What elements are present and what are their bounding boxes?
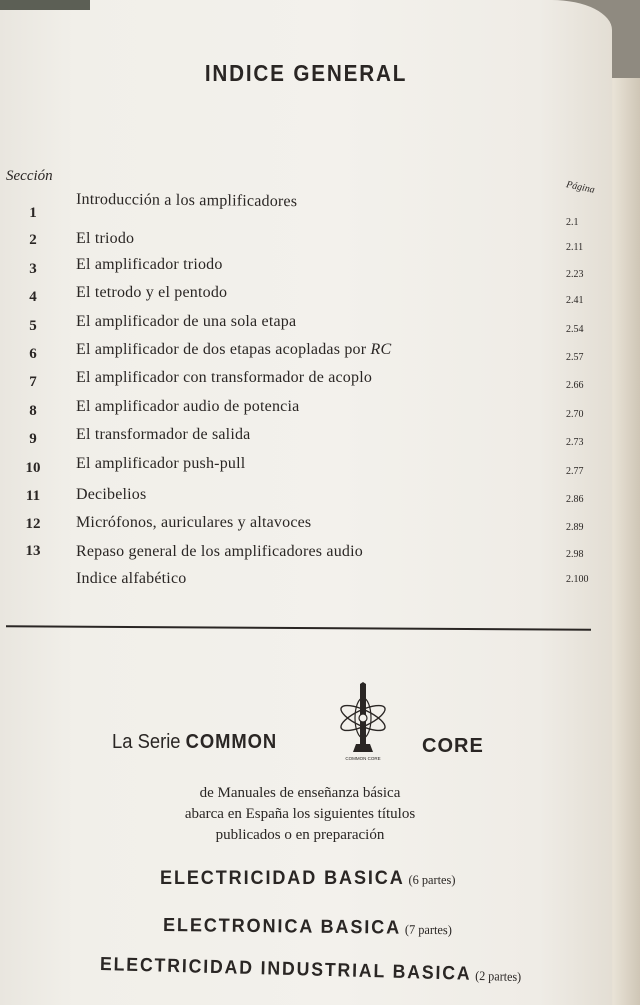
serie-heading bbox=[112, 731, 277, 754]
toc-number: 7 bbox=[29, 374, 37, 390]
toc-page: 2.77 bbox=[566, 466, 584, 477]
serie-description-line: de Manuales de enseñanza básica bbox=[199, 785, 401, 801]
serie-word-common: COMMON bbox=[185, 731, 278, 753]
toc-row bbox=[0, 543, 612, 569]
toc-page: 2.89 bbox=[566, 522, 584, 533]
toc-page: 2.1 bbox=[566, 217, 579, 228]
toc-title: Indice alfabético bbox=[76, 570, 187, 587]
serie-description-line: publicados o en preparación bbox=[215, 827, 385, 843]
toc-row bbox=[0, 488, 612, 514]
toc-page: 2.86 bbox=[566, 494, 584, 505]
toc-title: El amplificador push-pull bbox=[76, 455, 246, 472]
toc-title-text: El amplificador de dos etapas acopladas por bbox=[76, 341, 367, 358]
book-parts: (2 partes) bbox=[475, 967, 522, 985]
toc-title: El tetrodo y el pentodo bbox=[76, 284, 228, 301]
toc-number: 13 bbox=[25, 543, 41, 559]
book-parts: (7 partes) bbox=[404, 921, 452, 938]
book-title bbox=[100, 954, 522, 987]
pagina-header: Página bbox=[565, 179, 596, 196]
toc-number: 3 bbox=[29, 261, 37, 277]
toc-title: El amplificador con transformador de acoplo bbox=[76, 369, 373, 386]
toc-page: 2.41 bbox=[566, 295, 584, 306]
toc-row bbox=[0, 284, 612, 315]
toc-number: 8 bbox=[29, 403, 37, 419]
serie-description-line: abarca en España los siguientes títulos bbox=[184, 806, 416, 822]
toc-row bbox=[0, 190, 612, 228]
toc-row bbox=[0, 426, 612, 457]
toc-page: 2.70 bbox=[566, 409, 584, 420]
toc-title: El amplificador triodo bbox=[76, 256, 223, 273]
book-name: ELECTRONICA BASICA bbox=[162, 915, 402, 939]
toc-title: Decibelios bbox=[76, 486, 147, 503]
toc-title: El amplificador audio de potencia bbox=[76, 398, 300, 415]
toc-page: 2.100 bbox=[566, 574, 589, 585]
serie-word-core: CORE bbox=[422, 735, 484, 757]
toc-title: Repaso general de los amplificadores audio bbox=[76, 543, 363, 560]
toc-title: El amplificador de una sola etapa bbox=[76, 313, 297, 330]
toc-page: 2.66 bbox=[566, 380, 584, 391]
toc-title bbox=[76, 341, 391, 359]
toc-page: 2.54 bbox=[566, 324, 584, 335]
book-parts: (6 partes) bbox=[408, 872, 456, 887]
toc-number: 2 bbox=[29, 232, 37, 248]
toc-number: 12 bbox=[25, 516, 41, 532]
toc-number: 5 bbox=[29, 318, 37, 334]
section-divider bbox=[6, 625, 591, 631]
toc-title: El transformador de salida bbox=[76, 426, 251, 443]
toc-number: 4 bbox=[29, 289, 37, 305]
toc-number: 10 bbox=[25, 460, 41, 476]
toc-page: 2.73 bbox=[566, 437, 584, 448]
seccion-header: Sección bbox=[6, 168, 53, 184]
toc-title: Introducción a los amplificadores bbox=[75, 190, 298, 211]
toc-number: 6 bbox=[29, 346, 37, 362]
toc-title: El triodo bbox=[76, 230, 135, 247]
toc-row bbox=[0, 369, 612, 400]
toc-row bbox=[0, 570, 612, 596]
toc-row bbox=[0, 516, 612, 542]
toc-page: 2.98 bbox=[566, 549, 584, 560]
book-name: ELECTRICIDAD BASICA bbox=[160, 868, 405, 889]
toc-number: 9 bbox=[29, 431, 37, 447]
book-title bbox=[163, 915, 452, 940]
book-name: ELECTRICIDAD INDUSTRIAL BASICA bbox=[99, 954, 472, 985]
book-title bbox=[160, 868, 455, 890]
serie-prefix: La Serie bbox=[112, 731, 181, 753]
toc-title-italic: RC bbox=[370, 341, 392, 358]
page-title: INDICE GENERAL bbox=[204, 60, 408, 86]
toc-row bbox=[0, 455, 612, 486]
toc-page: 2.57 bbox=[566, 352, 584, 363]
common-core-logo-icon bbox=[330, 682, 396, 764]
toc-title: Micrófonos, auriculares y altavoces bbox=[76, 514, 312, 531]
toc-page: 2.23 bbox=[566, 269, 584, 280]
background-strip bbox=[0, 0, 90, 10]
logo-text: COMMON CORE bbox=[345, 756, 381, 761]
toc-number: 11 bbox=[25, 488, 41, 504]
toc-page: 2.11 bbox=[566, 242, 584, 253]
toc-number: 1 bbox=[29, 205, 37, 221]
toc-row bbox=[0, 232, 612, 258]
